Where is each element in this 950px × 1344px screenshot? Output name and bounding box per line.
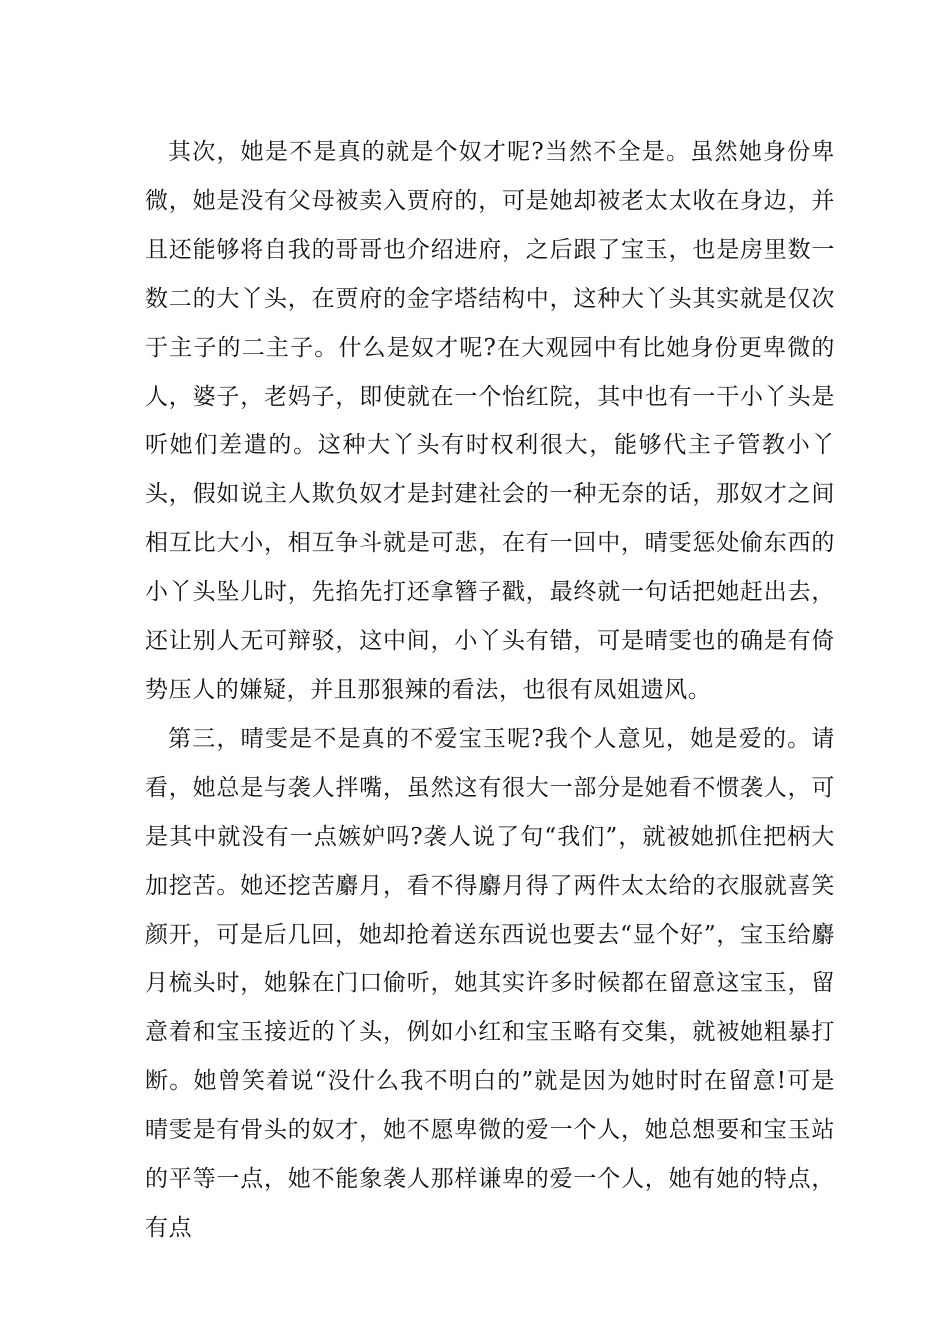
document-body xyxy=(145,128,835,1253)
paragraph-2: 第三，晴雯是不是真的不爱宝玉呢?我个人意见，她是爱的。请看，她总是与袭人拌嘴，虽然这有很大一部分是她看不惯袭人，可是其中就没有一点嫉妒吗?袭人说了句“我们”，就被她抓住把柄大加挖苦。她还挖苦麝月，看不得麝月得了两件太太给的衣服就喜笑颜开，可是后几回，她却抢着送东西说也要去“显个好”，宝玉给麝月梳头时，她躲在门口偷听，她其实许多时候都在留意这宝玉，留意着和宝玉接近的丫头，例如小红和宝玉略有交集，就被她粗暴打断。她曾笑着说“没什么我不明白的”就是因为她时时在留意!可是晴雯是有骨头的奴才，她不愿卑微的爱一个人，她总想要和宝玉站的平等一点，她不能象袭人那样谦卑的爱一个人，她有她的特点，有点 xyxy=(145,725,835,1241)
paragraph-1: 其次，她是不是真的就是个奴才呢?当然不全是。虽然她身份卑微，她是没有父母被卖入贾府的，可是她却被老太太收在身边，并且还能够将自我的哥哥也介绍进府，之后跟了宝玉，也是房里数一数二的大丫头，在贾府的金字塔结构中，这种大丫头其实就是仅次于主子的二主子。什么是奴才呢?在大观园中有比她身份更卑微的人，婆子，老妈子，即使就在一个怡红院，其中也有一干小丫头是听她们差遣的。这种大丫头有时权利很大，能够代主子管教小丫头，假如说主人欺负奴才是封建社会的一种无奈的话，那奴才之间相互比大小，相互争斗就是可悲，在有一回中，晴雯惩处偷东西的小丫头坠儿时，先掐先打还拿簪子戳，最终就一句话把她赶出去，还让别人无可辩驳，这中间，小丫头有错，可是晴雯也的确是有倚势压人的嫌疑，并且那狠辣的看法，也很有凤姐遗风。 xyxy=(145,139,835,703)
